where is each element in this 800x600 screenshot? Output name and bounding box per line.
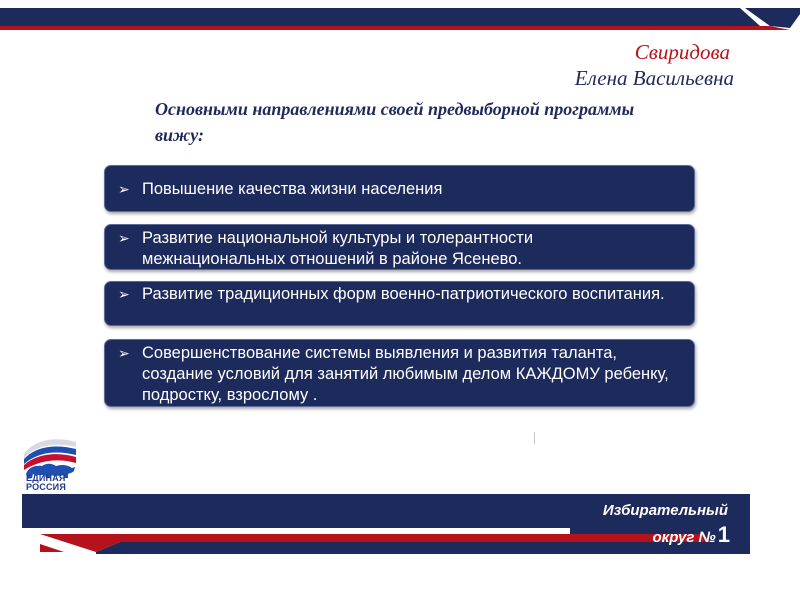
logo-caption-line2: РОССИЯ — [26, 482, 67, 492]
program-item-text: Повышение качества жизни населения — [142, 180, 443, 198]
district-prefix: округ № — [652, 529, 716, 546]
program-item-4 — [104, 339, 695, 407]
district-number: 1 — [717, 522, 730, 547]
divider-mark — [534, 432, 535, 444]
program-heading: Основными направлениями своей предвыборной программы вижу: — [155, 99, 635, 145]
arrow-bullet-icon: ➢ — [118, 181, 130, 197]
program-item-text: Развитие традиционных форм военно-патриотического воспитания. — [142, 285, 665, 303]
arrow-bullet-icon: ➢ — [118, 230, 130, 246]
district-label-line1: Избирательный — [602, 502, 728, 519]
candidate-surname: Свиридова — [634, 40, 730, 64]
program-item-1 — [104, 165, 695, 212]
program-item-text: Развитие национальной культуры и толерантности межнациональных отношений в районе Ясенево. — [142, 229, 534, 268]
district-label-line2 — [653, 522, 731, 548]
program-item-text: Совершенствование системы выявления и развития таланта, создание условий для занятий любимым делом КАЖДОМУ ребенку, подростку, взрослому . — [142, 344, 669, 404]
arrow-bullet-icon: ➢ — [118, 345, 130, 361]
arrow-bullet-icon: ➢ — [118, 286, 130, 302]
program-item-2 — [104, 224, 695, 270]
top-decorative-band — [0, 0, 800, 40]
program-item-3 — [104, 281, 695, 326]
candidate-given-names: Елена Васильевна — [574, 66, 734, 90]
logo-caption-line1: ЕДИНАЯ — [26, 473, 66, 483]
